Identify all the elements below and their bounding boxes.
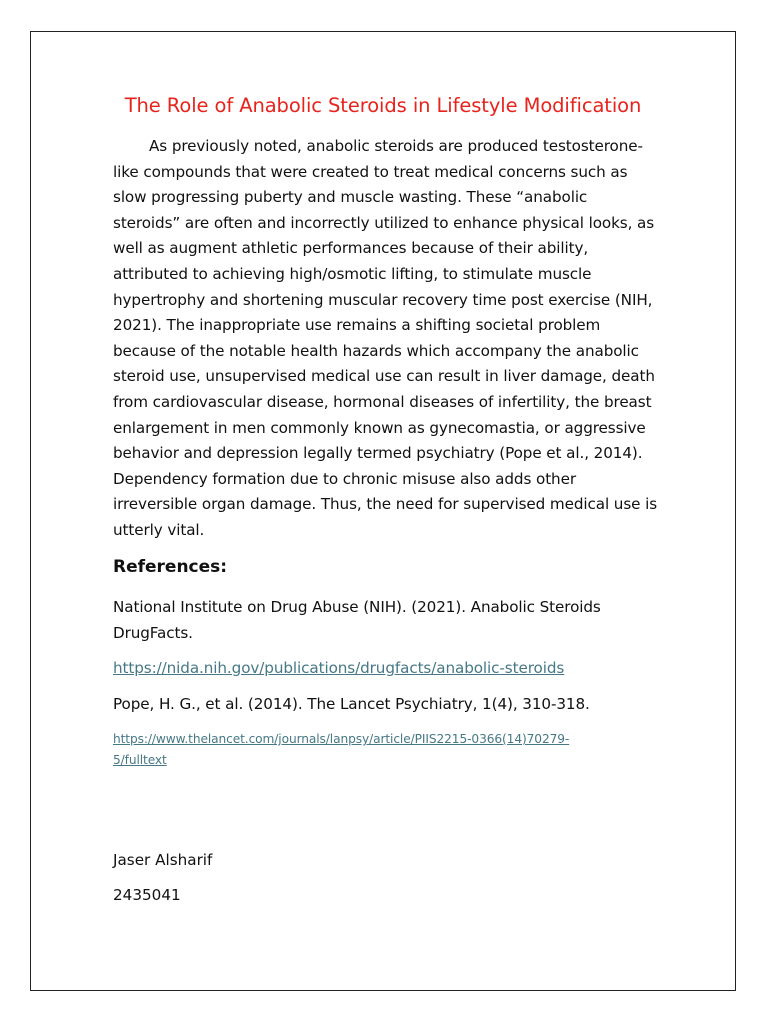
body-line: steroids” are often and incorrectly utilized to enhance physical looks, as	[113, 213, 655, 232]
body-line: irreversible organ damage. Thus, the need for supervised medical use is	[113, 495, 658, 514]
author-name: Jaser Alsharif	[113, 851, 213, 869]
student-id: 2435041	[113, 886, 181, 904]
document-title: The Role of Anabolic Steroids in Lifestyle Modification	[124, 94, 642, 117]
link-line: https://www.thelancet.com/journals/lanpsy/article/PIIS2215-0366(14)70279-	[113, 732, 570, 746]
references-heading: References:	[113, 557, 228, 577]
body-line: As previously noted, anabolic steroids are produced testosterone-	[149, 137, 643, 155]
reference-nih-link[interactable]: https://nida.nih.gov/publications/drugfacts/anabolic-steroids	[113, 659, 565, 677]
body-line: because of the notable health hazards which accompany the anabolic	[113, 341, 639, 360]
body-line: like compounds that were created to treat medical concerns such as	[113, 162, 628, 181]
body-line: enlargement in men commonly known as gynecomastia, or aggressive	[113, 418, 646, 437]
reference-lancet-link[interactable]	[113, 729, 633, 771]
body-line: steroid use, unsupervised medical use can result in liver damage, death	[113, 367, 655, 386]
reference-line: National Institute on Drug Abuse (NIH). (2021). Anabolic Steroids	[113, 598, 601, 616]
body-line: attributed to achieving high/osmotic lifting, to stimulate muscle	[113, 264, 592, 283]
reference-pope: Pope, H. G., et al. (2014). The Lancet Psychiatry, 1(4), 310-318.	[113, 695, 590, 713]
body-line: from cardiovascular disease, hormonal diseases of infertility, the breast	[113, 392, 652, 411]
body-line: Dependency formation due to chronic misuse also adds other	[113, 469, 576, 488]
body-paragraph	[113, 134, 661, 544]
body-line: 2021). The inappropriate use remains a shifting societal problem	[113, 316, 601, 335]
reference-line: DrugFacts.	[113, 624, 193, 642]
body-line: hypertrophy and shortening muscular recovery time post exercise (NIH,	[113, 290, 653, 309]
body-line: slow progressing puberty and muscle wasting. These “anabolic	[113, 188, 588, 207]
body-line: behavior and depression legally termed psychiatry (Pope et al., 2014).	[113, 444, 643, 463]
body-line: well as augment athletic performances because of their ability,	[113, 239, 589, 258]
body-line: utterly vital.	[113, 520, 205, 539]
link-line: 5/fulltext	[113, 753, 167, 767]
reference-nih	[113, 594, 661, 646]
